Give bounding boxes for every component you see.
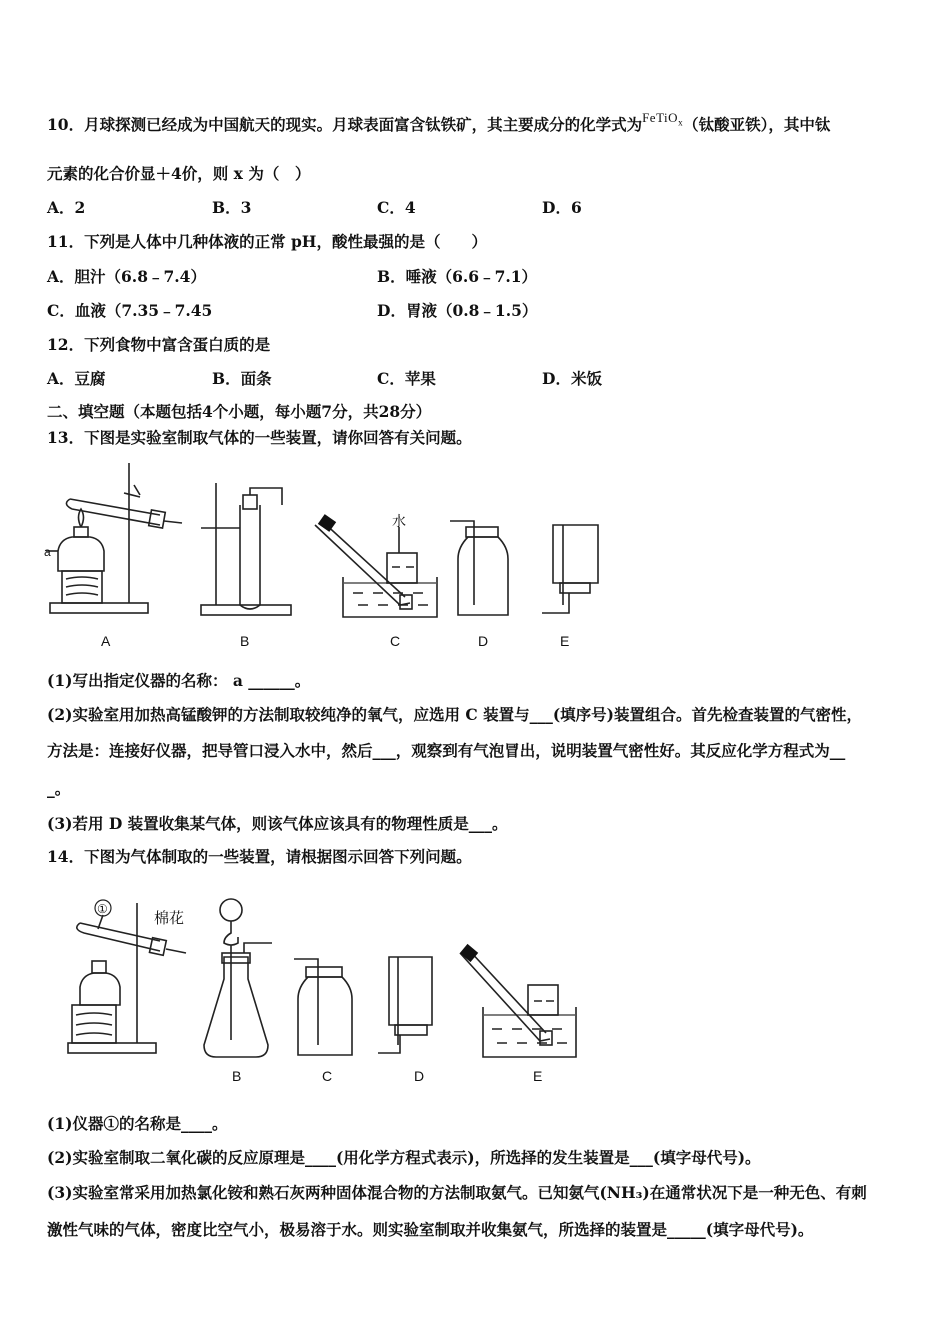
q12-option-c: C．苹果 [377, 369, 436, 388]
q14-part3-line2: 激性气味的气体，密度比空气小，极易溶于水。则实验室制取并收集氨气，所选择的装置是_____(填字母代号)。 [47, 1220, 814, 1239]
q11-option-b: B．唾液（6.6﹣7.1） [377, 267, 538, 286]
a2-stand-base [68, 1043, 156, 1053]
q10-option-d: D．6 [542, 198, 582, 217]
q13-apparatus-figure [0, 455, 950, 655]
q12-option-d: D．米饭 [542, 369, 602, 388]
q10-option-b: B．3 [212, 198, 252, 217]
fig13-label-c: C [390, 633, 401, 649]
q14-part3-line1: (3)实验室常采用加热氯化铵和熟石灰两种固体混合物的方法制取氨气。已知氨气(NH₃)在通常状况下是一种无色、有刺 [47, 1183, 867, 1202]
q11-option-a: A．胆汁（6.8﹣7.4） [47, 267, 206, 286]
d-gas-bottle [458, 537, 508, 615]
q10-option-a: A．2 [47, 198, 86, 217]
d2-inverted-bottle [389, 957, 432, 1025]
e2-delivery-tube [460, 949, 550, 1041]
c-collecting-bottle [387, 553, 417, 583]
q14-cotton-label: 棉花 [154, 910, 185, 927]
fig13-label-e: E [560, 633, 570, 649]
fig14-label-b: B [232, 1068, 242, 1084]
fig14-label-d: D [414, 1068, 425, 1084]
q13-part2-line2: 方法是：连接好仪器，把导管口浸入水中，然后___，观察到有气泡冒出，说明装置气密性好。其反应化学方程式为__ [47, 741, 846, 760]
q13-part2-line3: _。 [47, 779, 71, 798]
a-label-a: a [44, 545, 51, 559]
b-test-tube [240, 505, 260, 609]
a2-test-tube [77, 923, 160, 951]
e-inverted-bottle [553, 525, 598, 583]
a-test-tube [66, 499, 160, 525]
q14-part1: (1)仪器①的名称是____。 [47, 1114, 228, 1133]
fig13-label-a: A [101, 633, 111, 649]
a-stopper [149, 510, 166, 528]
b2-funnel-bulb [220, 899, 242, 921]
q10-stem-after: （钛酸亚铁），其中钛 [683, 115, 831, 134]
q13-part2-line1: (2)实验室用加热高锰酸钾的方法制取较纯净的氧气，应选用 C 装置与___(填序号)装置组合。首先检查装置的气密性， [47, 705, 863, 724]
q14-apparatus-figure [0, 895, 950, 1090]
q13-stem: 13．下图是实验室制取气体的一些装置，请你回答有关问题。 [47, 428, 472, 447]
q12-option-a: A．豆腐 [47, 369, 106, 388]
q10-option-c: C．4 [377, 198, 416, 217]
q14-stem: 14．下图为气体制取的一些装置，请根据图示回答下列问题。 [47, 847, 472, 866]
fig13-label-b: B [240, 633, 250, 649]
q11-option-c: C．血液（7.35﹣7.45 [47, 301, 213, 320]
q11-option-d: D．胃液（0.8﹣1.5） [377, 301, 538, 320]
a2-alcohol-lamp [80, 973, 120, 1005]
section-title: 二、填空题（本题包括4个小题，每小题7分，共28分） [47, 402, 432, 421]
q10-line2: 元素的化合价显＋4价，则 x 为（ ） [47, 164, 311, 183]
q12-stem: 12．下列食物中富含蛋白质的是 [47, 335, 271, 354]
q10-formula: FeTiOx [642, 110, 684, 128]
c2-gas-bottle [298, 977, 352, 1055]
fig13-label-d: D [478, 633, 489, 649]
fig14-label-c: C [322, 1068, 333, 1084]
q10-stem-before: 10．月球探测已经成为中国航天的现实。月球表面富含钛铁矿，其主要成分的化学式为 [47, 115, 643, 134]
q14-label-1: ① [97, 902, 108, 916]
c-water-label: 水 [392, 513, 406, 529]
q11-stem: 11．下列是人体中几种体液的正常 pH，酸性最强的是（ ） [47, 232, 487, 251]
q13-part1: (1)写出指定仪器的名称： a ______。 [47, 671, 311, 690]
q14-part2: (2)实验室制取二氧化碳的反应原理是____(用化学方程式表示)，所选择的发生装置是___(填字母代号)。 [47, 1148, 761, 1167]
a-stand-base [50, 603, 148, 613]
fig14-label-e: E [533, 1068, 543, 1084]
e2-rubber-tube [460, 944, 478, 962]
e2-collecting-bottle [528, 985, 558, 1015]
q13-part3: (3)若用 D 装置收集某气体，则该气体应该具有的物理性质是___。 [47, 814, 508, 833]
b2-conical-flask [204, 957, 268, 1057]
q12-option-b: B．面条 [212, 369, 272, 388]
a-alcohol-lamp [58, 537, 104, 571]
q10-line1 [47, 110, 831, 141]
b-stand-base [201, 605, 291, 615]
